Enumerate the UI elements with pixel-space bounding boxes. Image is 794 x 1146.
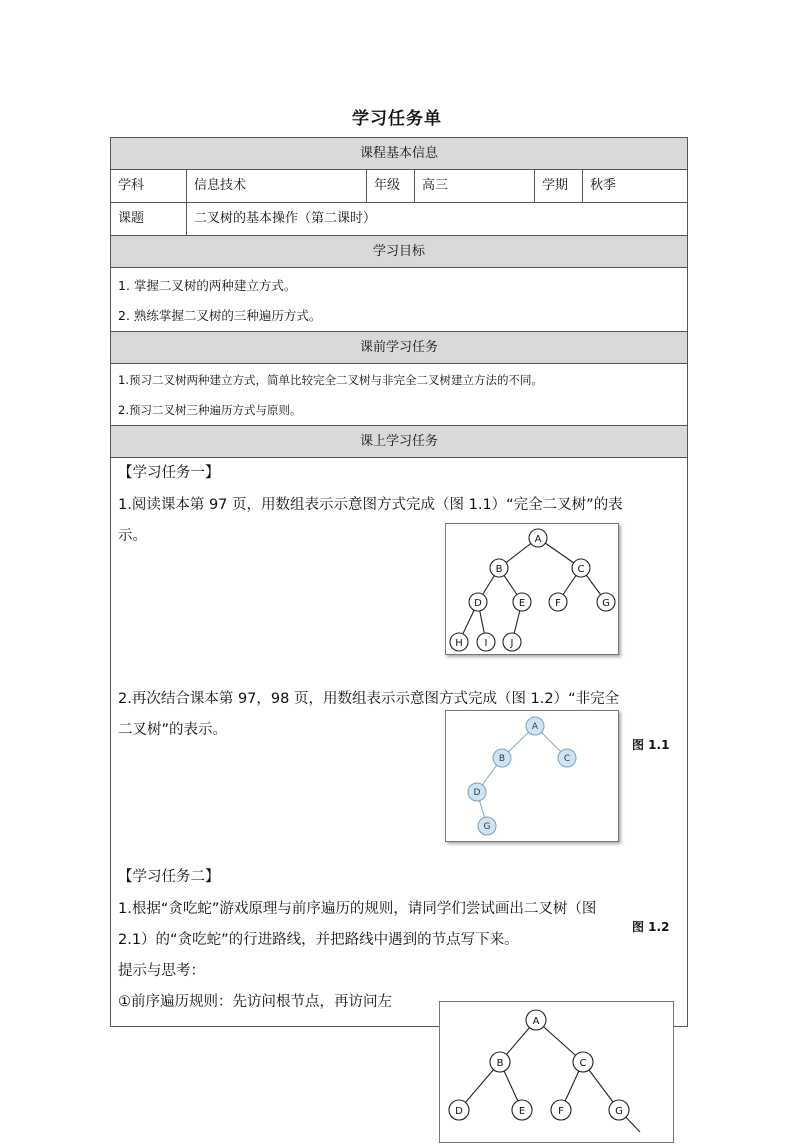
hint-label: 提示与思考： [118, 963, 205, 979]
task1-paragraph2-line1: 2.再次结合课本第 97，98 页，用数组表示示意图方式完成（图 1.2）“非完全 [118, 691, 620, 707]
tree-node-label: J [510, 638, 514, 649]
term-value: 秋季 [590, 178, 617, 193]
preorder-rule: ①前序遍历规则：先访问根节点，再访问左 [118, 994, 392, 1010]
objectives-body [111, 268, 687, 332]
tree-node-label: F [555, 598, 561, 609]
tree-diagram [440, 1002, 673, 1142]
tree-node-label: E [518, 1106, 526, 1117]
tree-node-label: C [563, 754, 571, 764]
tree-node-label: E [518, 598, 526, 609]
figure-1-1-caption: 图 1.1 [632, 738, 670, 752]
grade-label: 年级 [367, 170, 415, 202]
in-class-header: 课上学习任务 [111, 426, 687, 458]
pre-tasks-header: 课前学习任务 [111, 332, 687, 364]
tree-node-label: A [532, 1016, 540, 1027]
tree-node-label: G [483, 822, 491, 832]
tree-node-label: F [558, 1106, 564, 1117]
topic-label: 课题 [111, 203, 187, 235]
tree-node-label: D [473, 788, 481, 798]
in-class-body [111, 458, 687, 1026]
figure-2-1-binary-tree [439, 1001, 674, 1143]
tree-node-label: C [577, 564, 585, 575]
task-sheet-table [110, 137, 688, 1027]
tree-diagram [446, 711, 618, 841]
tree-node-label: G [615, 1106, 623, 1117]
tree-node-label: H [455, 638, 463, 649]
task1-paragraph1-line1: 1.阅读课本第 97 页，用数组表示示意图方式完成（图 1.1）“完全二叉树”的表 [118, 497, 623, 513]
subject-label: 学科 [111, 170, 187, 202]
task2-paragraph1-line2: 2.1）的“贪吃蛇”的行进路线，并把路线中遇到的节点写下来。 [118, 932, 519, 948]
term-label: 学期 [535, 170, 583, 202]
basic-info-header: 课程基本信息 [111, 138, 687, 170]
tree-diagram [446, 524, 618, 654]
tree-node-label: D [474, 598, 482, 609]
figure-1-2-incomplete-binary-tree [445, 710, 619, 842]
objective-item: 1. 掌握二叉树的两种建立方式。 [118, 278, 297, 293]
tree-node-label: G [602, 598, 610, 609]
tree-node-label: A [534, 534, 542, 545]
pre-task-item: 1.预习二叉树两种建立方式，简单比较完全二叉树与非完全二叉树建立方法的不同。 [118, 373, 543, 387]
subject-row [111, 170, 687, 203]
objective-item: 2. 熟练掌握二叉树的三种遍历方式。 [118, 308, 322, 323]
objectives-header: 学习目标 [111, 236, 687, 268]
tree-node-label: B [496, 1058, 504, 1069]
tree-node-label: B [495, 564, 503, 575]
topic-row [111, 203, 687, 236]
task2-title: 【学习任务二】 [118, 869, 220, 885]
pre-task-item: 2.预习二叉树三种遍历方式与原则。 [118, 403, 302, 417]
tree-node-label: I [484, 638, 488, 649]
figure-1-1-complete-binary-tree [445, 523, 619, 655]
pre-tasks-body [111, 364, 687, 426]
topic-value: 二叉树的基本操作（第二课时） [194, 211, 377, 226]
task1-paragraph1-line2: 示。 [118, 528, 147, 544]
page-title: 学习任务单 [352, 109, 442, 129]
tree-node-label: D [455, 1106, 463, 1117]
task1-title: 【学习任务一】 [118, 465, 220, 481]
subject-value: 信息技术 [187, 170, 367, 202]
tree-node-label: B [498, 754, 506, 764]
grade-value: 高三 [415, 170, 535, 202]
figure-1-2-caption: 图 1.2 [632, 920, 670, 934]
tree-node-label: C [579, 1058, 587, 1069]
tree-node-label: A [531, 722, 539, 732]
task2-paragraph1-line1: 1.根据“贪吃蛇”游戏原理与前序遍历的规则，请同学们尝试画出二叉树（图 [118, 901, 597, 917]
task1-paragraph2-line2: 二叉树”的表示。 [118, 722, 228, 738]
